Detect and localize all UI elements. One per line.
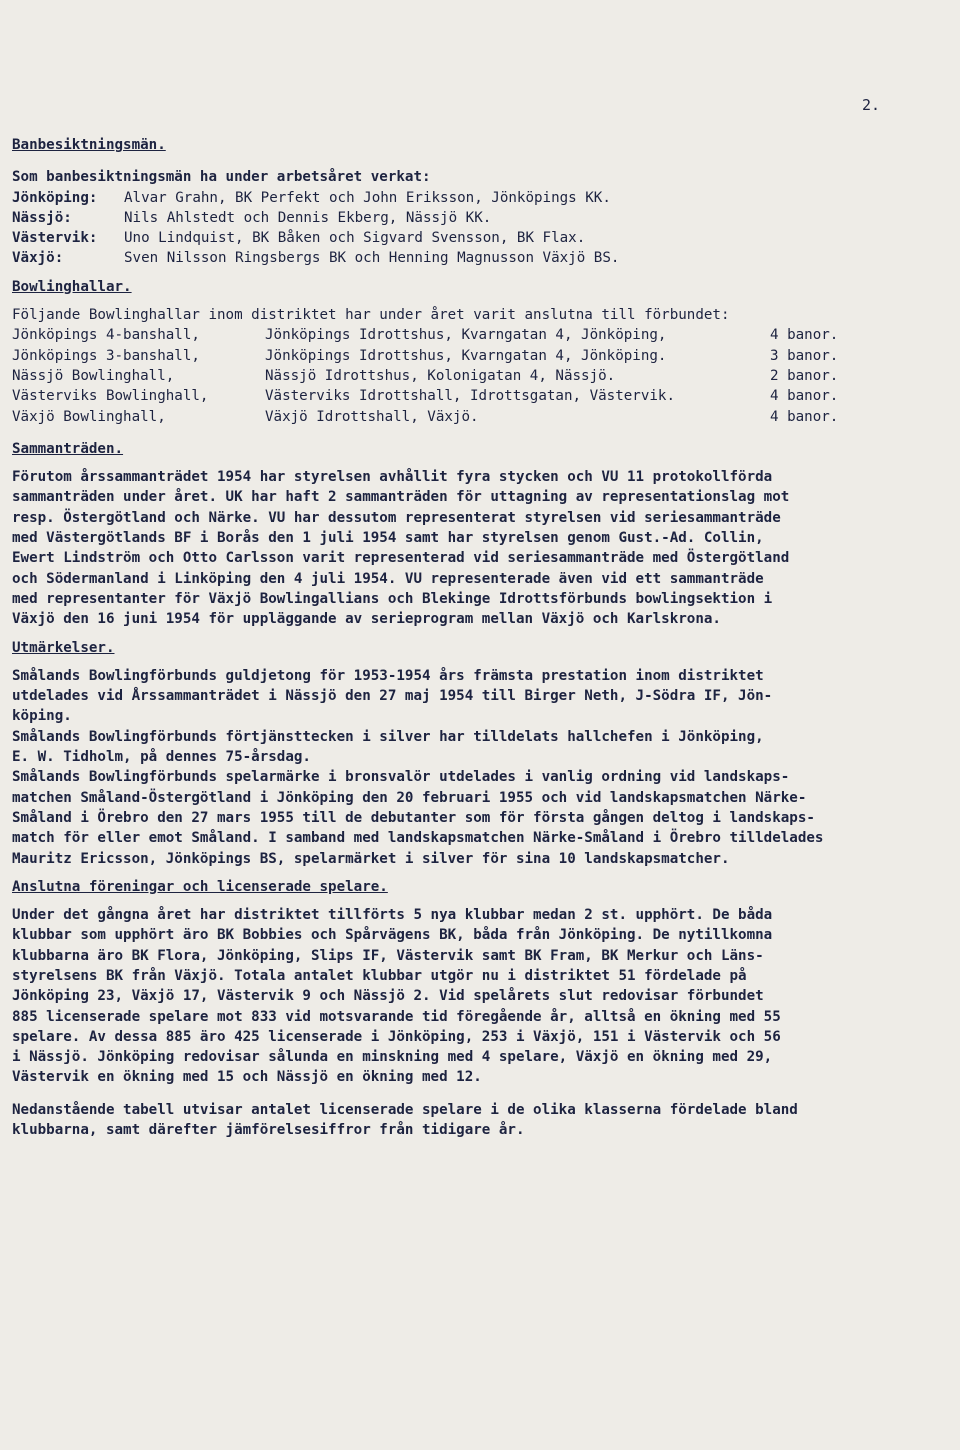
hall-row [12,386,952,406]
inspector-row [12,248,952,268]
inspector-names: Sven Nilsson Ringsbergs BK och Henning Magnusson Växjö BS. [124,250,620,267]
hall-name: Nässjö Bowlinghall, [12,367,175,384]
paragraph-line: E. W. Tidholm, på dennes 75-årsdag. [12,749,311,766]
paragraph-line: styrelsens BK från Växjö. Totala antalet klubbar utgör nu i distriktet 51 fördelade på [12,967,747,984]
bowlinghallar-intro: Följande Bowlinghallar inom distriktet har under året varit anslutna till förbundet: [12,307,730,324]
inspector-place: Västervik: [12,230,98,247]
section-heading-banbesiktning: Banbesiktningsmän. [12,137,166,153]
hall-lanes: 2 banor. [770,367,839,384]
inspector-place: Jönköping: [12,189,98,206]
hall-name: Västerviks Bowlinghall, [12,388,209,405]
page-number: 2. [861,96,880,114]
paragraph-line: Småland i Örebro den 27 mars 1955 till de debutanter som för första gången deltog i landskaps- [12,809,815,826]
hall-lanes: 4 banor. [770,408,839,425]
paragraph-line: matchen Småland-Östergötland i Jönköping den 20 februari 1955 och vid landskapsmatchen Närke- [12,789,807,806]
hall-address: Nässjö Idrottshus, Kolonigatan 4, Nässjö. [265,367,616,384]
inspector-names: Uno Lindquist, BK Båken och Sigvard Svensson, BK Flax. [124,230,586,247]
hall-lanes: 3 banor. [770,347,839,364]
document-body [12,135,952,1140]
inspector-place: Växjö: [12,250,64,267]
section-heading-anslutna: Anslutna föreningar och licenserade spelare. [12,878,388,895]
paragraph-line: Smålands Bowlingförbunds förtjänsttecken i silver har tilldelats hallchefen i Jönköping, [12,728,764,745]
hall-lanes: 4 banor. [770,388,839,405]
hall-row [12,366,952,386]
hall-address: Växjö Idrottshall, Växjö. [265,408,479,425]
hall-name: Växjö Bowlinghall, [12,408,166,425]
hall-name: Jönköpings 3-banshall, [12,347,200,364]
paragraph-line: i Nässjö. Jönköping redovisar sålunda en minskning med 4 spelare, Växjö en ökning med 29, [12,1049,773,1066]
paragraph-line: med representanter för Växjö Bowlingallians och Blekinge Idrottsförbunds bowlingsektion i [12,590,773,607]
closing-line: Nedanstående tabell utvisar antalet licenserade spelare i de olika klasserna fördelade bland [12,1101,798,1118]
paragraph-line: Under det gångna året har distriktet tillförts 5 nya klubbar medan 2 st. upphört. De båda [12,907,773,924]
closing-line: klubbarna, samt därefter jämförelsesiffror från tidigare år. [12,1122,525,1139]
paragraph-line: 885 licenserade spelare mot 833 vid motsvarande tid föregående år, alltså en ökning med 55 [12,1008,781,1025]
hall-row [12,407,952,427]
hall-row [12,325,952,345]
section-heading-utmarkelser: Utmärkelser. [12,639,115,656]
paragraph-line: Smålands Bowlingförbunds guldjetong för 1953-1954 års främsta prestation inom distriktet [12,667,764,684]
banbesiktning-intro: Som banbesiktningsmän ha under arbetsåret verkat: [12,169,431,186]
inspector-row [12,208,952,228]
hall-lanes: 4 banor. [770,327,839,344]
paragraph-line: köping. [12,708,72,725]
paragraph-line: klubbar som upphört äro BK Bobbies och Spårvägens BK, båda från Jönköping. De nytillkomna [12,927,773,944]
paragraph-line: utdelades vid Årssammanträdet i Nässjö den 27 maj 1954 till Birger Neth, J-Södra IF, Jön- [12,688,773,705]
inspector-names: Nils Ahlstedt och Dennis Ekberg, Nässjö KK. [124,209,492,226]
inspector-row [12,188,952,208]
paragraph-line: med Västergötlands BF i Borås den 1 juli 1954 samt har styrelsen genom Gust.-Ad. Collin, [12,530,764,547]
paragraph-line: klubbarna äro BK Flora, Jönköping, Slips IF, Västervik samt BK Fram, BK Merkur och Läns- [12,947,764,964]
inspector-names: Alvar Grahn, BK Perfekt och John Eriksson, Jönköpings KK. [124,189,611,206]
paragraph-line: Förutom årssammanträdet 1954 har styrelsen avhållit fyra stycken och VU 11 protokollförda [12,469,773,486]
paragraph-line: Ewert Lindström och Otto Carlsson varit representerad vid seriesammanträde med Östergötland [12,550,790,567]
hall-address: Jönköpings Idrottshus, Kvarngatan 4, Jönköping. [265,347,667,364]
paragraph-line: Mauritz Ericsson, Jönköpings BS, spelarmärket i silver för sina 10 landskapsmatcher. [12,850,730,867]
paragraph-line: och Södermanland i Linköping den 4 juli 1954. VU representerade även vid ett sammanträde [12,570,764,587]
paragraph-line: Smålands Bowlingförbunds spelarmärke i bronsvalör utdelades i vanlig ordning vid landskaps- [12,769,790,786]
paragraph-line: Västervik en ökning med 15 och Nässjö en ökning med 12. [12,1069,482,1086]
paragraph-line: Jönköping 23, Växjö 17, Västervik 9 och Nässjö 2. Vid spelårets slut redovisar förbundet [12,988,764,1005]
section-heading-sammantraden: Sammanträden. [12,440,124,457]
hall-name: Jönköpings 4-banshall, [12,327,200,344]
hall-row [12,346,952,366]
section-heading-bowlinghallar: Bowlinghallar. [12,278,132,295]
inspector-place: Nässjö: [12,209,72,226]
hall-address: Västerviks Idrottshall, Idrottsgatan, Västervik. [265,388,675,405]
paragraph-line: sammanträden under året. UK har haft 2 sammanträden för uttagning av representationslag mot [12,489,790,506]
paragraph-line: match för eller emot Småland. I samband med landskapsmatchen Närke-Småland i Örebro tilldelades [12,830,824,847]
inspector-row [12,228,952,248]
paragraph-line: Växjö den 16 juni 1954 för uppläggande av serieprogram mellan Växjö och Karlskrona. [12,611,721,628]
paragraph-line: spelare. Av dessa 885 äro 425 licenserade i Jönköping, 253 i Växjö, 151 i Västervik och 56 [12,1028,781,1045]
paragraph-line: resp. Östergötland och Närke. VU har dessutom representerat styrelsen vid seriesammanträde [12,509,781,526]
hall-address: Jönköpings Idrottshus, Kvarngatan 4, Jönköping, [265,327,667,344]
